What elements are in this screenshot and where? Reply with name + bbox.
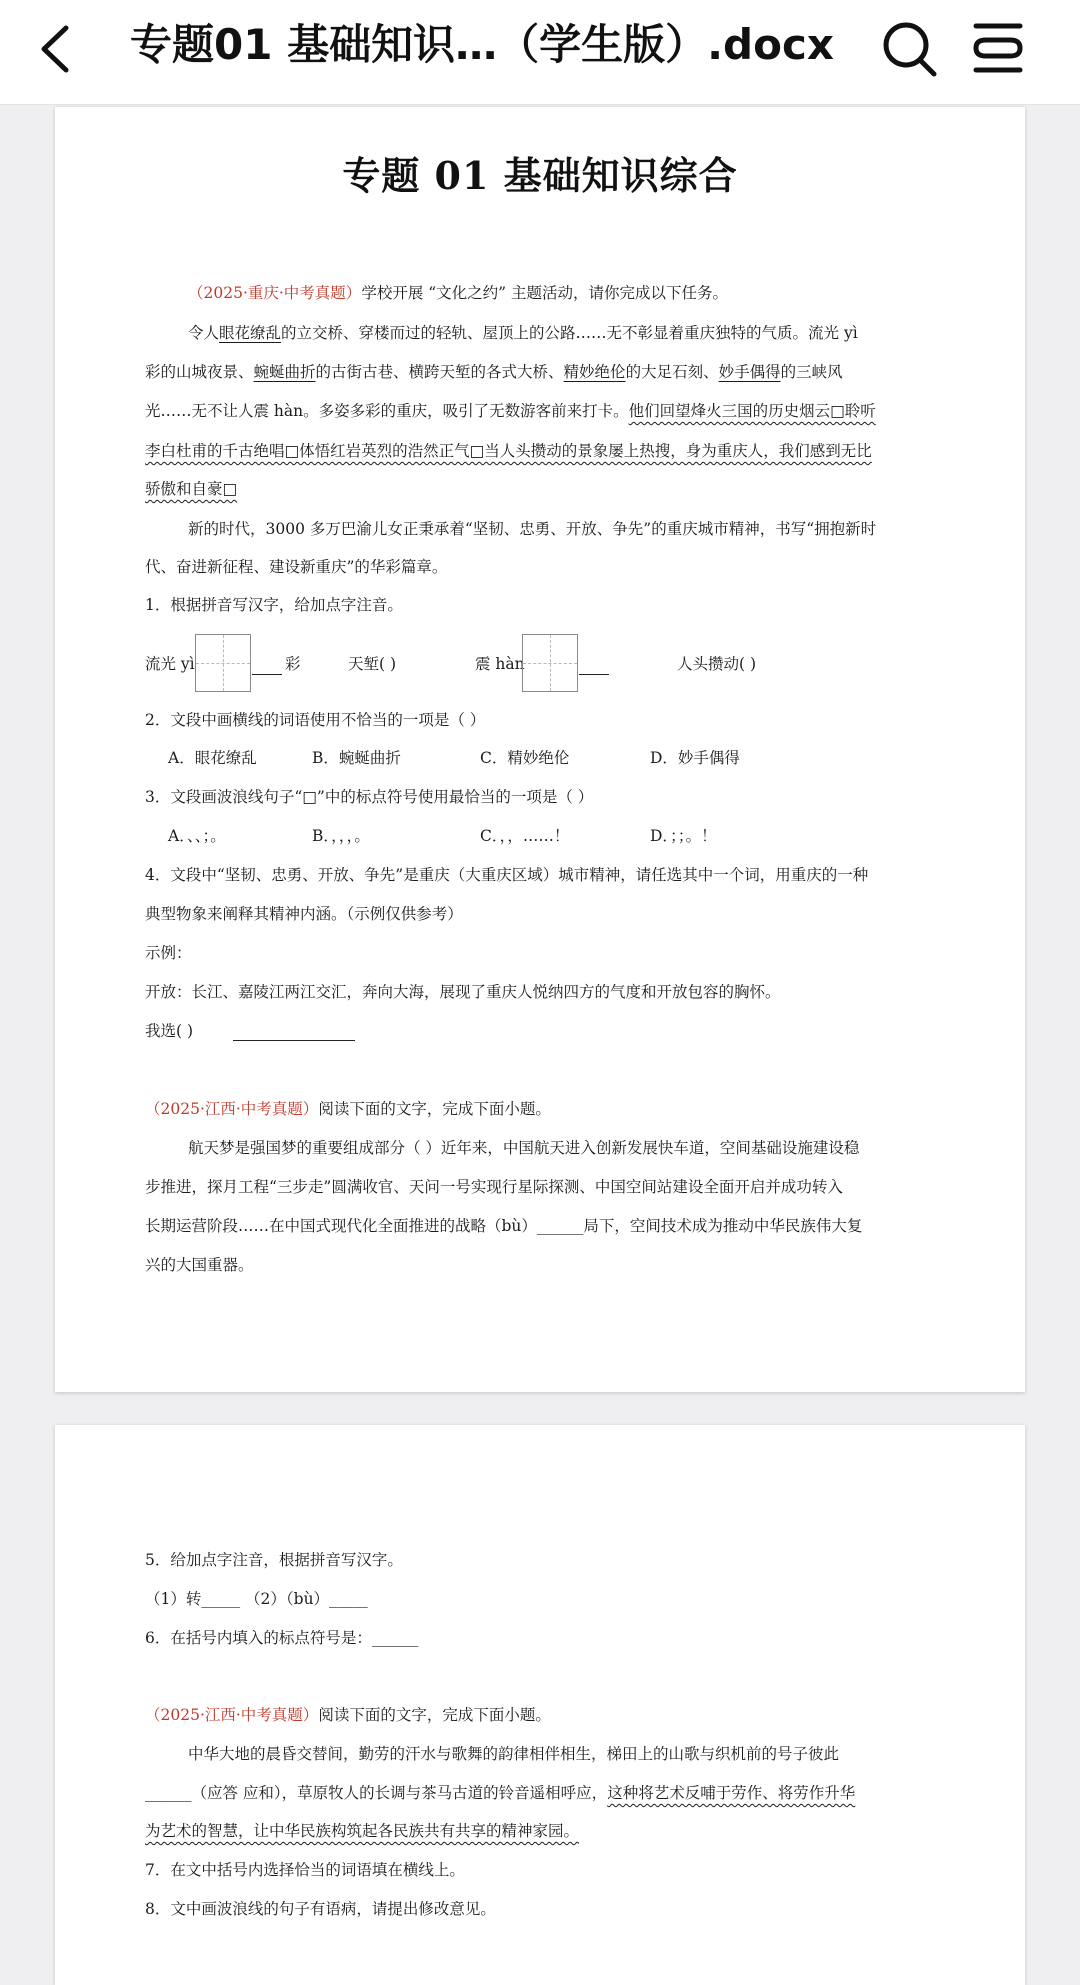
- q3-option-c: C．，，……！: [480, 827, 570, 845]
- question-6: 6．在括号内填入的标点符号是：______: [145, 1629, 419, 1647]
- q2-option-b: B．蜿蜒曲折: [312, 749, 401, 767]
- question-5: 5．给加点字注音，根据拼音写汉字。: [145, 1551, 403, 1569]
- paragraph-line: 典型物象来阐释其精神内涵。（示例仅供参考）: [145, 905, 463, 923]
- source-tag: （2025·江西·中考真题）: [145, 1706, 319, 1724]
- q1-item-suffix: 彩: [285, 655, 301, 673]
- paragraph-line: 彩的山城夜景、蜿蜒曲折的古街古巷、横跨天堑的各式大桥、精妙绝伦的大足石刻、妙手偶得的三峡风: [145, 363, 843, 381]
- paragraph-line: 光……无不让人震 hàn。多姿多彩的重庆，吸引了无数游客前来打卡。他们回望烽火三国的历史烟云□聆听: [145, 402, 876, 420]
- wavy-underlined-text: 骄傲和自豪□: [145, 480, 238, 498]
- q2-option-a: A．眼花缭乱: [168, 749, 257, 767]
- paragraph-line: [145, 1818, 995, 1844]
- question-1: 1．根据拼音写汉字，给加点字注音。: [145, 596, 403, 614]
- top-bar: [0, 0, 1080, 105]
- q2-option-d: D．妙手偶得: [650, 749, 740, 767]
- underlined-word: 精妙绝伦: [563, 363, 626, 381]
- document-page-1[interactable]: [55, 107, 1025, 1392]
- section1-intro: （2025·重庆·中考真题）学校开展 “文化之约” 主题活动，请你完成以下任务。: [188, 284, 729, 302]
- search-icon: [880, 18, 940, 78]
- wavy-underlined-text: 为艺术的智慧，让中华民族构筑起各民族共有共享的精神家园。: [145, 1822, 580, 1840]
- underlined-word: 眼花缭乱: [219, 324, 282, 342]
- paragraph-line: 兴的大国重器。: [145, 1256, 254, 1274]
- paragraph-line: 长期运营阶段……在中国式现代化全面推进的战略（bù）______局下，空间技术成为推动中华民族伟大复: [145, 1217, 863, 1235]
- source-tag: （2025·重庆·中考真题）: [188, 284, 362, 302]
- q3-option-b: B．，，，。: [312, 827, 370, 845]
- question-3: 3．文段画波浪线句子“□”中的标点符号使用最恰当的一项是（ ）: [145, 788, 594, 806]
- tianzige-box[interactable]: [522, 634, 578, 692]
- wavy-underlined-text: 李白杜甫的千古绝唱□体悟红岩英烈的浩然正气□当人头攒动的景象屡上热搜，身为重庆人，我们感到无比: [145, 442, 872, 460]
- question-7: 7．在文中括号内选择恰当的词语填在横线上。: [145, 1861, 465, 1879]
- q3-option-a: A．、、；。: [168, 827, 226, 845]
- question-4: 4．文段中“坚韧、忠勇、开放、争先”是重庆（大重庆区域）城市精神，请任选其中一个词，用重庆的一种: [145, 866, 869, 884]
- wavy-underlined-text: 这种将艺术反哺于劳作、将劳作升华: [607, 1784, 856, 1802]
- q1-item-tianqian: 天堑( ): [348, 655, 397, 673]
- section3-intro: （2025·江西·中考真题）阅读下面的文字，完成下面小题。: [145, 1706, 551, 1724]
- answer-blank: [252, 673, 282, 675]
- paragraph-line: 中华大地的晨昏交替间，勤劳的汗水与歌舞的韵律相伴相生，梯田上的山歌与织机前的号子彼此: [188, 1745, 840, 1763]
- q3-option-d: D．；；。！: [650, 827, 717, 845]
- source-tag: （2025·江西·中考真题）: [145, 1100, 319, 1118]
- q1-item-zuandong: 人头攒动( ): [677, 655, 757, 673]
- hamburger-menu-icon: [968, 18, 1028, 78]
- back-button[interactable]: [32, 18, 82, 80]
- search-button[interactable]: [880, 18, 940, 78]
- example-text: 开放：长江、嘉陵江两江交汇，奔向大海，展现了重庆人悦纳四方的气度和开放包容的胸怀。: [145, 983, 781, 1001]
- section2-intro: （2025·江西·中考真题）阅读下面的文字，完成下面小题。: [145, 1100, 551, 1118]
- question-2: 2．文段中画横线的词语使用不恰当的一项是（ ）: [145, 711, 486, 729]
- menu-button[interactable]: [968, 18, 1028, 78]
- answer-blank: [233, 1039, 355, 1041]
- q1-item-pinyin-yi: 流光 yì: [145, 655, 195, 673]
- paragraph-line: 新的时代，3000 多万巴渝儿女正秉承着“坚韧、忠勇、开放、争先”的重庆城市精神，书写“拥抱新时: [188, 520, 877, 538]
- chevron-left-icon: [32, 18, 82, 80]
- paragraph-line: 代、奋进新征程、建设新重庆”的华彩篇章。: [145, 558, 448, 576]
- my-choice: 我选( ): [145, 1022, 194, 1040]
- wavy-underlined-text: 他们回望烽火三国的历史烟云□聆听: [628, 402, 876, 420]
- underlined-word: 蜿蜒曲折: [253, 363, 316, 381]
- answer-blank: [579, 673, 609, 675]
- paragraph-line: [145, 476, 995, 502]
- question-5-answers: （1）转_____ （2）（bù）_____: [145, 1590, 368, 1608]
- underlined-word: 妙手偶得: [718, 363, 781, 381]
- paragraph-line: 航天梦是强国梦的重要组成部分（ ）近年来，中国航天进入创新发展快车道，空间基础设施建设稳: [188, 1139, 860, 1157]
- paragraph-line: [145, 438, 995, 464]
- paragraph-line: 令人眼花缭乱的立交桥、穿楼而过的轻轨、屋顶上的公路……无不彰显着重庆独特的气质。流光 yì: [188, 324, 858, 342]
- page-title: 专题 01 基础知识综合: [342, 153, 738, 198]
- paragraph-line: ______（应答 应和），草原牧人的长调与茶马古道的铃音遥相呼应，这种将艺术反哺于劳作、将劳作升华: [145, 1784, 856, 1802]
- q1-item-pinyin-han: 震 hàn: [475, 655, 525, 673]
- document-title: 专题01 基础知识…（学生版）.docx: [130, 20, 834, 69]
- tianzige-box[interactable]: [195, 634, 251, 692]
- question-8: 8．文中画波浪线的句子有语病，请提出修改意见。: [145, 1900, 496, 1918]
- q2-option-c: C．精妙绝伦: [480, 749, 570, 767]
- document-page-2[interactable]: [55, 1425, 1025, 1985]
- paragraph-line: 步推进，探月工程“三步走”圆满收官、天问一号实现行星际探测、中国空间站建设全面开启并成功转入: [145, 1178, 843, 1196]
- example-label: 示例：: [145, 944, 192, 962]
